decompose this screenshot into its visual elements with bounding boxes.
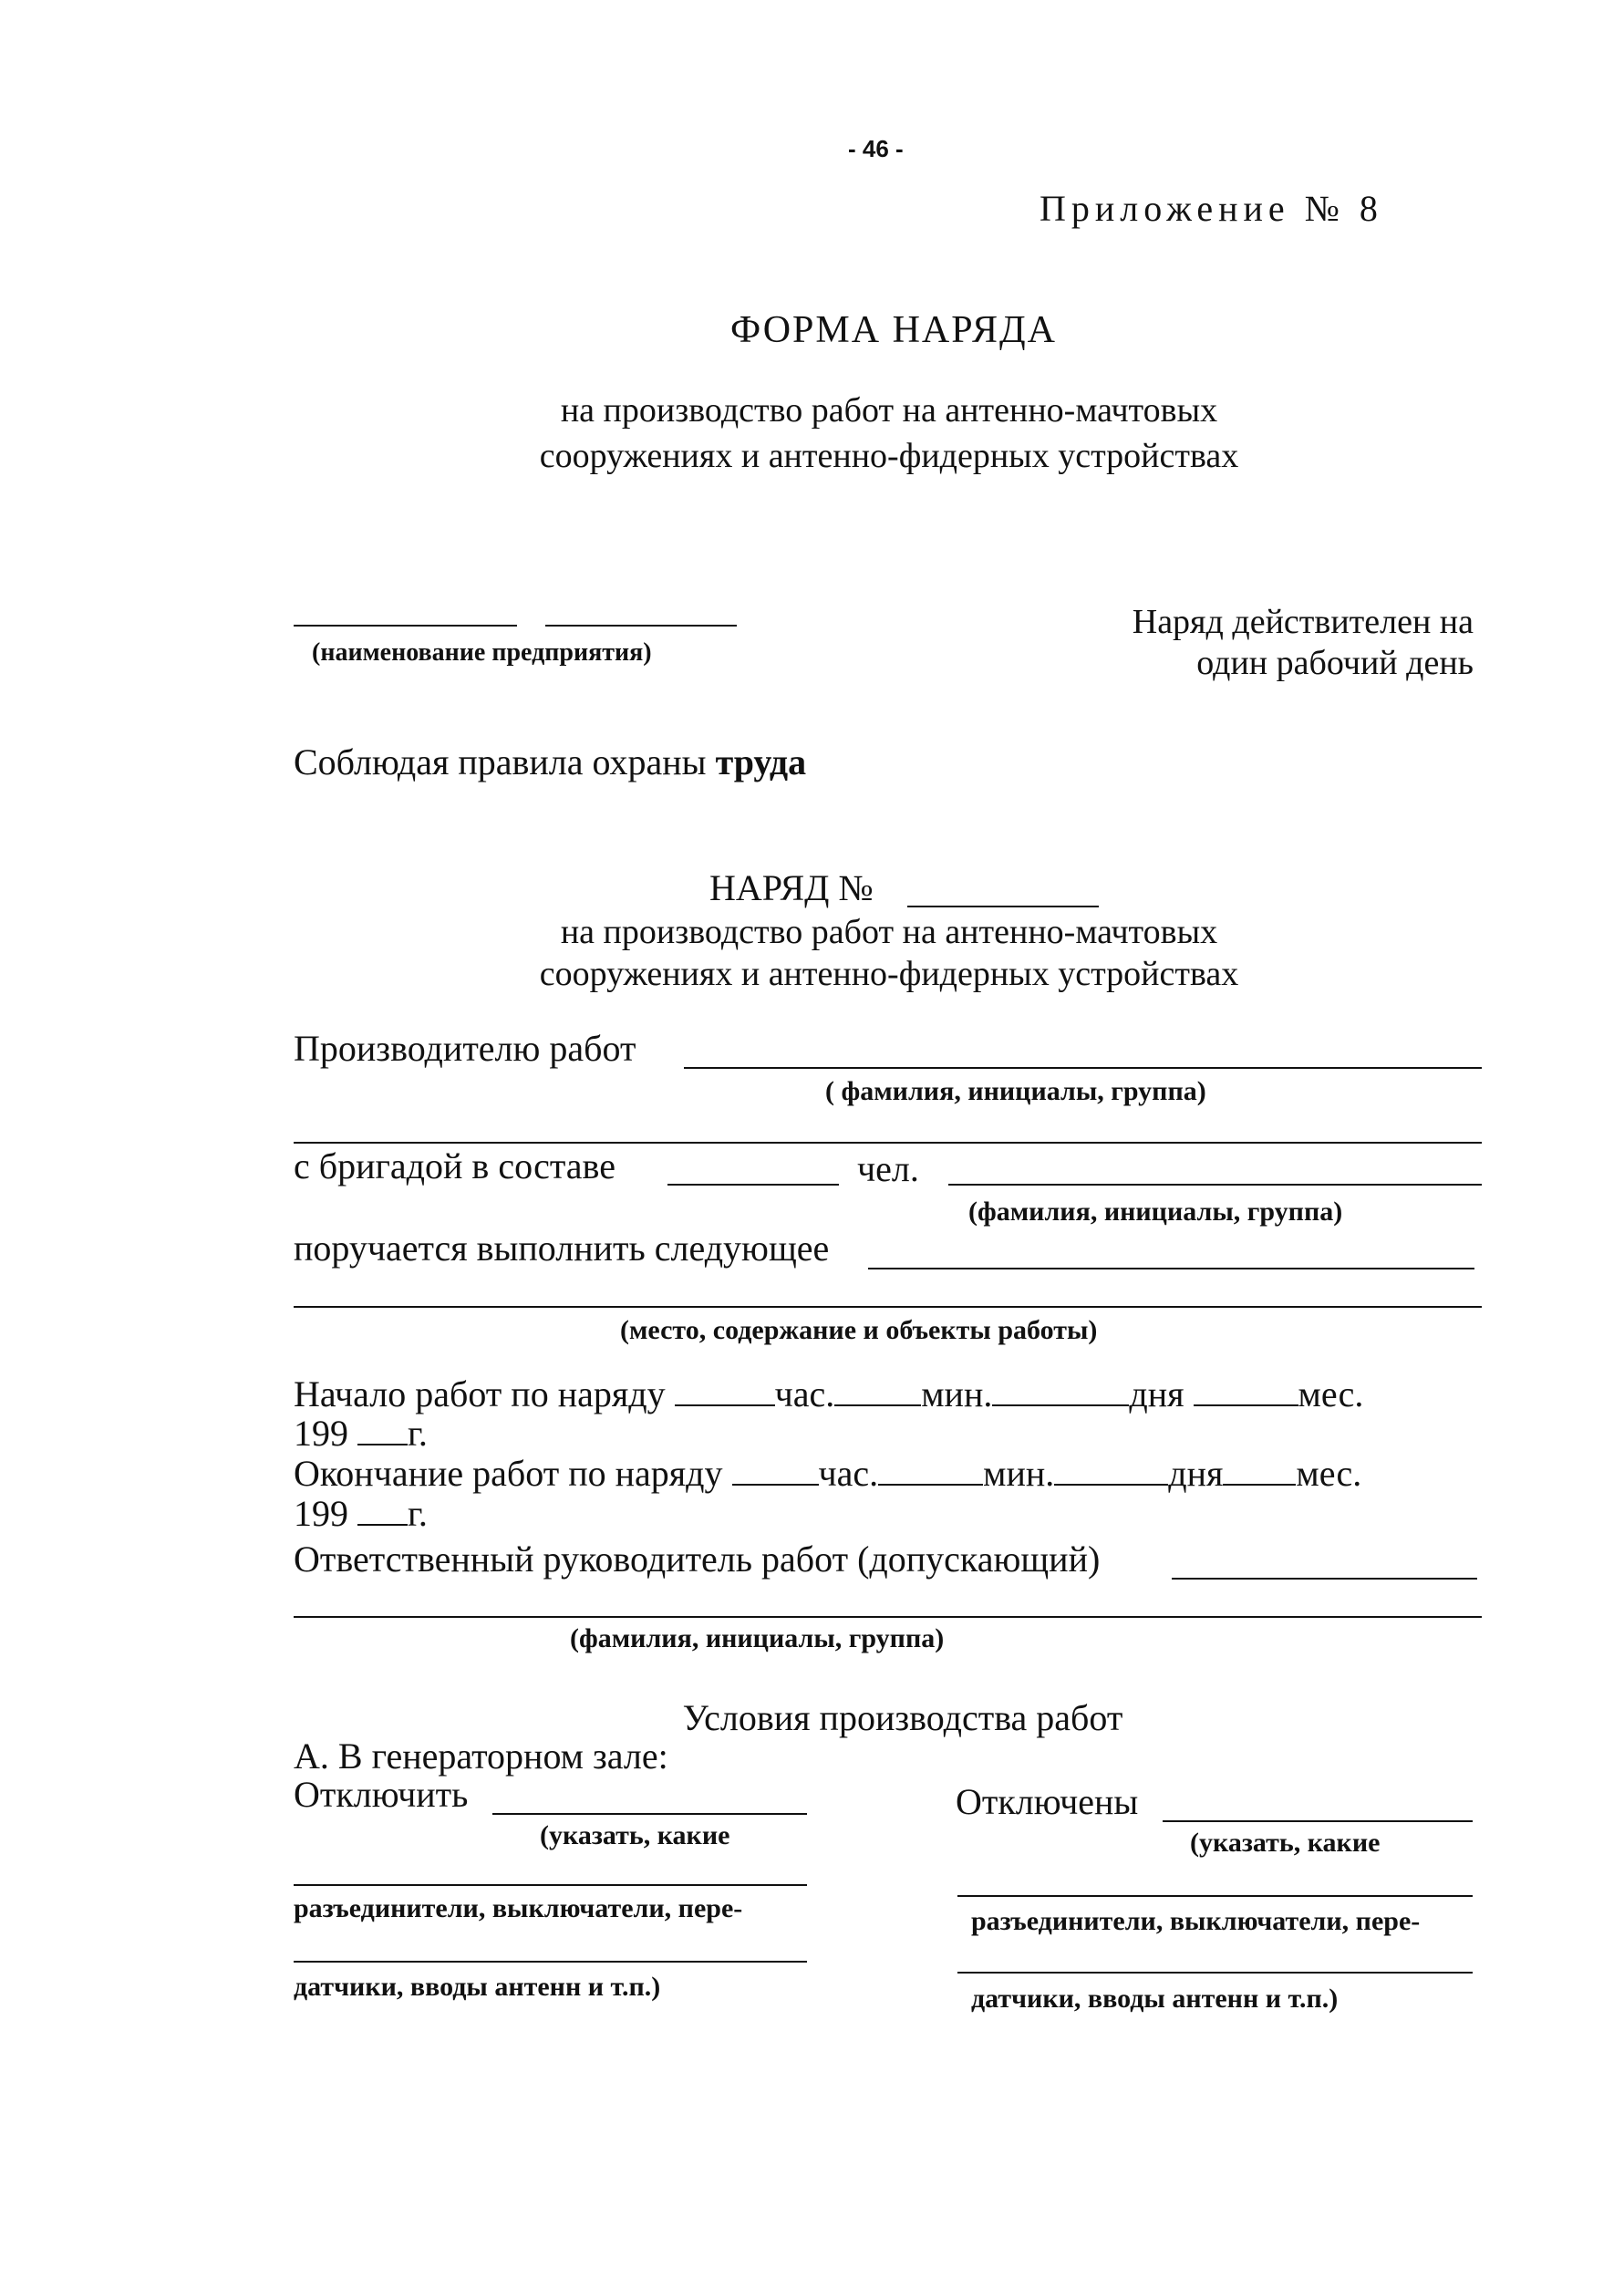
- start-row: [294, 1373, 1363, 1415]
- brigade-members-field[interactable]: [948, 1184, 1482, 1186]
- order-number-label: НАРЯД №: [709, 867, 874, 908]
- left-caption-1: (указать, какие: [540, 1820, 730, 1850]
- end-month-field[interactable]: [1223, 1483, 1296, 1486]
- end-year-row: [294, 1492, 428, 1535]
- start-min-field[interactable]: [834, 1404, 921, 1406]
- responsible-field-2[interactable]: [294, 1616, 1482, 1618]
- left-caption-2: разъединители, выключатели, пере-: [294, 1893, 743, 1923]
- disconnect-field[interactable]: [492, 1813, 807, 1815]
- start-min-unit: мин.: [921, 1373, 993, 1414]
- right-caption-2: разъединители, выключатели, пере-: [971, 1906, 1421, 1936]
- end-year-prefix: 199: [294, 1493, 348, 1534]
- end-min-field[interactable]: [878, 1483, 983, 1486]
- right-caption-1: (указать, какие: [1190, 1828, 1381, 1858]
- work-producer-label: Производителю работ: [294, 1028, 636, 1069]
- end-day-unit: дня: [1168, 1453, 1224, 1494]
- assigned-field[interactable]: [868, 1268, 1474, 1269]
- enterprise-name-line-2[interactable]: [545, 625, 737, 627]
- disconnected-field-3[interactable]: [957, 1972, 1473, 1974]
- enterprise-caption: (наименование предприятия): [312, 638, 652, 667]
- start-day-unit: дня: [1129, 1373, 1184, 1414]
- start-hour-unit: час.: [774, 1373, 835, 1414]
- form-subtitle-line1: на производство работ на антенно-мачтовых: [560, 391, 1218, 430]
- work-producer-caption: ( фамилия, инициалы, группа): [825, 1076, 1206, 1106]
- start-month-unit: мес.: [1298, 1373, 1364, 1414]
- section-a-heading: А. В генераторном зале:: [294, 1735, 668, 1777]
- order-desc-line1: на производство работ на антенно-мачтовых: [560, 913, 1218, 951]
- end-year-unit: г.: [408, 1493, 428, 1534]
- disconnected-field[interactable]: [1163, 1820, 1473, 1822]
- brigade-count-field[interactable]: [667, 1184, 839, 1186]
- start-day-field[interactable]: [992, 1404, 1129, 1406]
- form-subtitle-line2: сооружениях и антенно-фидерных устройствах: [539, 437, 1239, 475]
- disconnected-field-2[interactable]: [957, 1895, 1473, 1897]
- page-number: - 46 -: [848, 135, 904, 162]
- disconnect-field-2[interactable]: [294, 1884, 807, 1886]
- validity-line2: один рабочий день: [1196, 644, 1474, 682]
- order-desc-line2: сооружениях и антенно-фидерных устройствах: [539, 955, 1239, 993]
- assigned-caption: (место, содержание и объекты работы): [620, 1315, 1098, 1345]
- end-row: [294, 1452, 1361, 1495]
- brigade-caption: (фамилия, инициалы, группа): [968, 1197, 1343, 1227]
- safety-bold: труда: [715, 741, 807, 782]
- conditions-heading: Условия производства работ: [682, 1697, 1123, 1738]
- start-year-field[interactable]: [357, 1443, 408, 1445]
- brigade-label: с бригадой в составе: [294, 1145, 615, 1186]
- enterprise-name-line[interactable]: [294, 625, 517, 627]
- end-hour-unit: час.: [818, 1453, 879, 1494]
- responsible-caption: (фамилия, инициалы, группа): [570, 1623, 945, 1653]
- end-label: Окончание работ по наряду: [294, 1453, 723, 1494]
- end-year-field[interactable]: [357, 1523, 408, 1526]
- work-producer-field-2[interactable]: [294, 1142, 1482, 1144]
- appendix-label: Приложение № 8: [1040, 188, 1383, 229]
- end-month-unit: мес.: [1296, 1453, 1362, 1494]
- validity-line1: Наряд действителен на: [1132, 603, 1474, 641]
- safety-notice: [294, 741, 806, 783]
- start-hour-field[interactable]: [675, 1404, 775, 1406]
- assigned-field-2[interactable]: [294, 1306, 1482, 1308]
- start-label: Начало работ по наряду: [294, 1373, 666, 1414]
- disconnected-label: Отключены: [956, 1781, 1139, 1822]
- start-year-unit: г.: [408, 1413, 428, 1454]
- end-hour-field[interactable]: [732, 1483, 819, 1486]
- start-year-prefix: 199: [294, 1413, 348, 1454]
- safety-prefix: Соблюдая правила охраны: [294, 741, 716, 782]
- start-month-field[interactable]: [1194, 1404, 1298, 1406]
- disconnect-label: Отключить: [294, 1774, 469, 1815]
- start-year-row: [294, 1412, 428, 1455]
- work-producer-field[interactable]: [684, 1067, 1482, 1069]
- left-caption-3: датчики, вводы антенн и т.п.): [294, 1972, 661, 2002]
- brigade-unit: чел.: [857, 1148, 919, 1189]
- disconnect-field-3[interactable]: [294, 1961, 807, 1963]
- assigned-label: поручается выполнить следующее: [294, 1228, 830, 1269]
- responsible-label: Ответственный руководитель работ (допускающий): [294, 1539, 1101, 1580]
- order-number-field[interactable]: [907, 906, 1099, 907]
- end-min-unit: мин.: [983, 1453, 1055, 1494]
- end-day-field[interactable]: [1054, 1483, 1168, 1486]
- right-caption-3: датчики, вводы антенн и т.п.): [971, 1984, 1339, 2014]
- responsible-field[interactable]: [1172, 1578, 1477, 1580]
- form-title: ФОРМА НАРЯДА: [730, 309, 1057, 351]
